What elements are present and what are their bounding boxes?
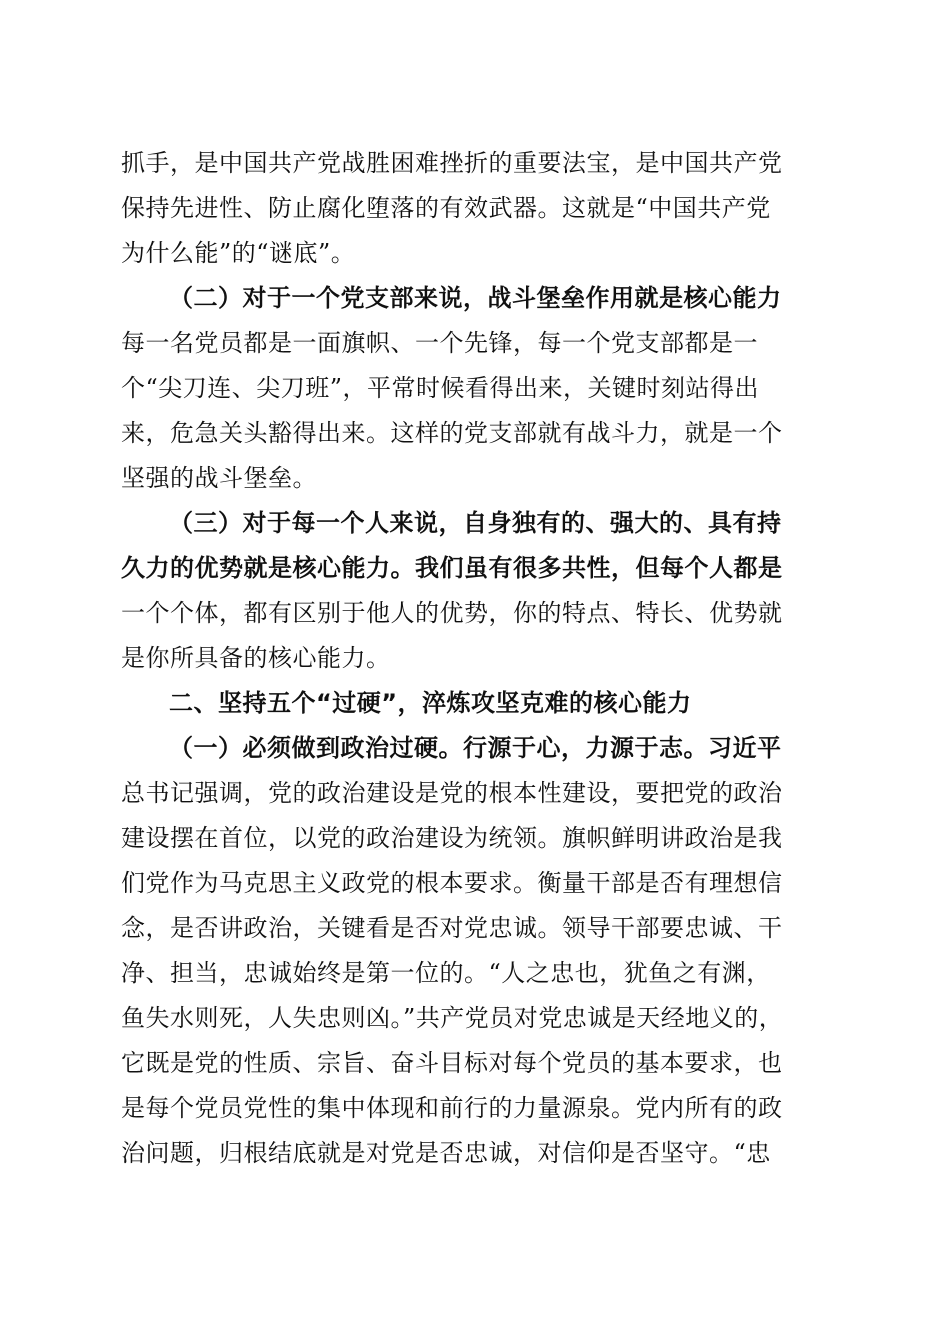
paragraph-line: 是你所具备的核心能力。 [121,644,391,672]
paragraph-line: 久力的优势就是核心能力。我们虽有很多共性，但每个人都是 [121,553,783,582]
paragraph-line: 念，是否讲政治，关键看是否对党忠诚。领导干部要忠诚、干 [121,914,783,942]
paragraph-line: 个“尖刀连、尖刀班”，平常时候看得出来，关键时刻站得出 [121,374,760,402]
section-subheading: （一）必须做到政治过硬。行源于心，力源于志。习近平 [169,733,782,762]
paragraph-line: 鱼失水则死，人失忠则凶。”共产党员对党忠诚是天经地义的， [121,1004,784,1032]
paragraph-line: 坚强的战斗堡垒。 [121,464,317,492]
paragraph-line: 治问题，归根结底就是对党是否忠诚，对信仰是否坚守。“忠 [121,1139,771,1167]
paragraph-line: 为什么能”的“谜底”。 [121,239,356,267]
paragraph-line: 是每个党员党性的集中体现和前行的力量源泉。党内所有的政 [121,1094,783,1122]
section-subheading: （二）对于一个党支部来说，战斗堡垒作用就是核心能力 [169,283,782,312]
paragraph-line: 它既是党的性质、宗旨、奋斗目标对每个党员的基本要求，也 [121,1049,783,1077]
paragraph-line: 保持先进性、防止腐化堕落的有效武器。这就是“中国共产党 [121,194,771,222]
paragraph-line: 们党作为马克思主义政党的根本要求。衡量干部是否有理想信 [121,869,783,897]
section-subheading: （三）对于每一个人来说，自身独有的、强大的、具有持 [169,508,782,537]
section-heading: 二、坚持五个“过硬”，淬炼攻坚克难的核心能力 [169,689,692,717]
paragraph-line: 总书记强调，党的政治建设是党的根本性建设，要把党的政治 [121,779,783,807]
paragraph-line: 来，危急关头豁得出来。这样的党支部就有战斗力，就是一个 [121,419,783,447]
paragraph-line: 抓手，是中国共产党战胜困难挫折的重要法宝，是中国共产党 [121,149,783,177]
paragraph-line: 建设摆在首位，以党的政治建设为统领。旗帜鲜明讲政治是我 [121,824,783,852]
paragraph-line: 一个个体，都有区别于他人的优势，你的特点、特长、优势就 [121,599,783,627]
paragraph-line: 净、担当，忠诚始终是第一位的。“人之忠也，犹鱼之有渊， [121,959,771,987]
paragraph-line: 每一名党员都是一面旗帜、一个先锋，每一个党支部都是一 [121,329,758,357]
